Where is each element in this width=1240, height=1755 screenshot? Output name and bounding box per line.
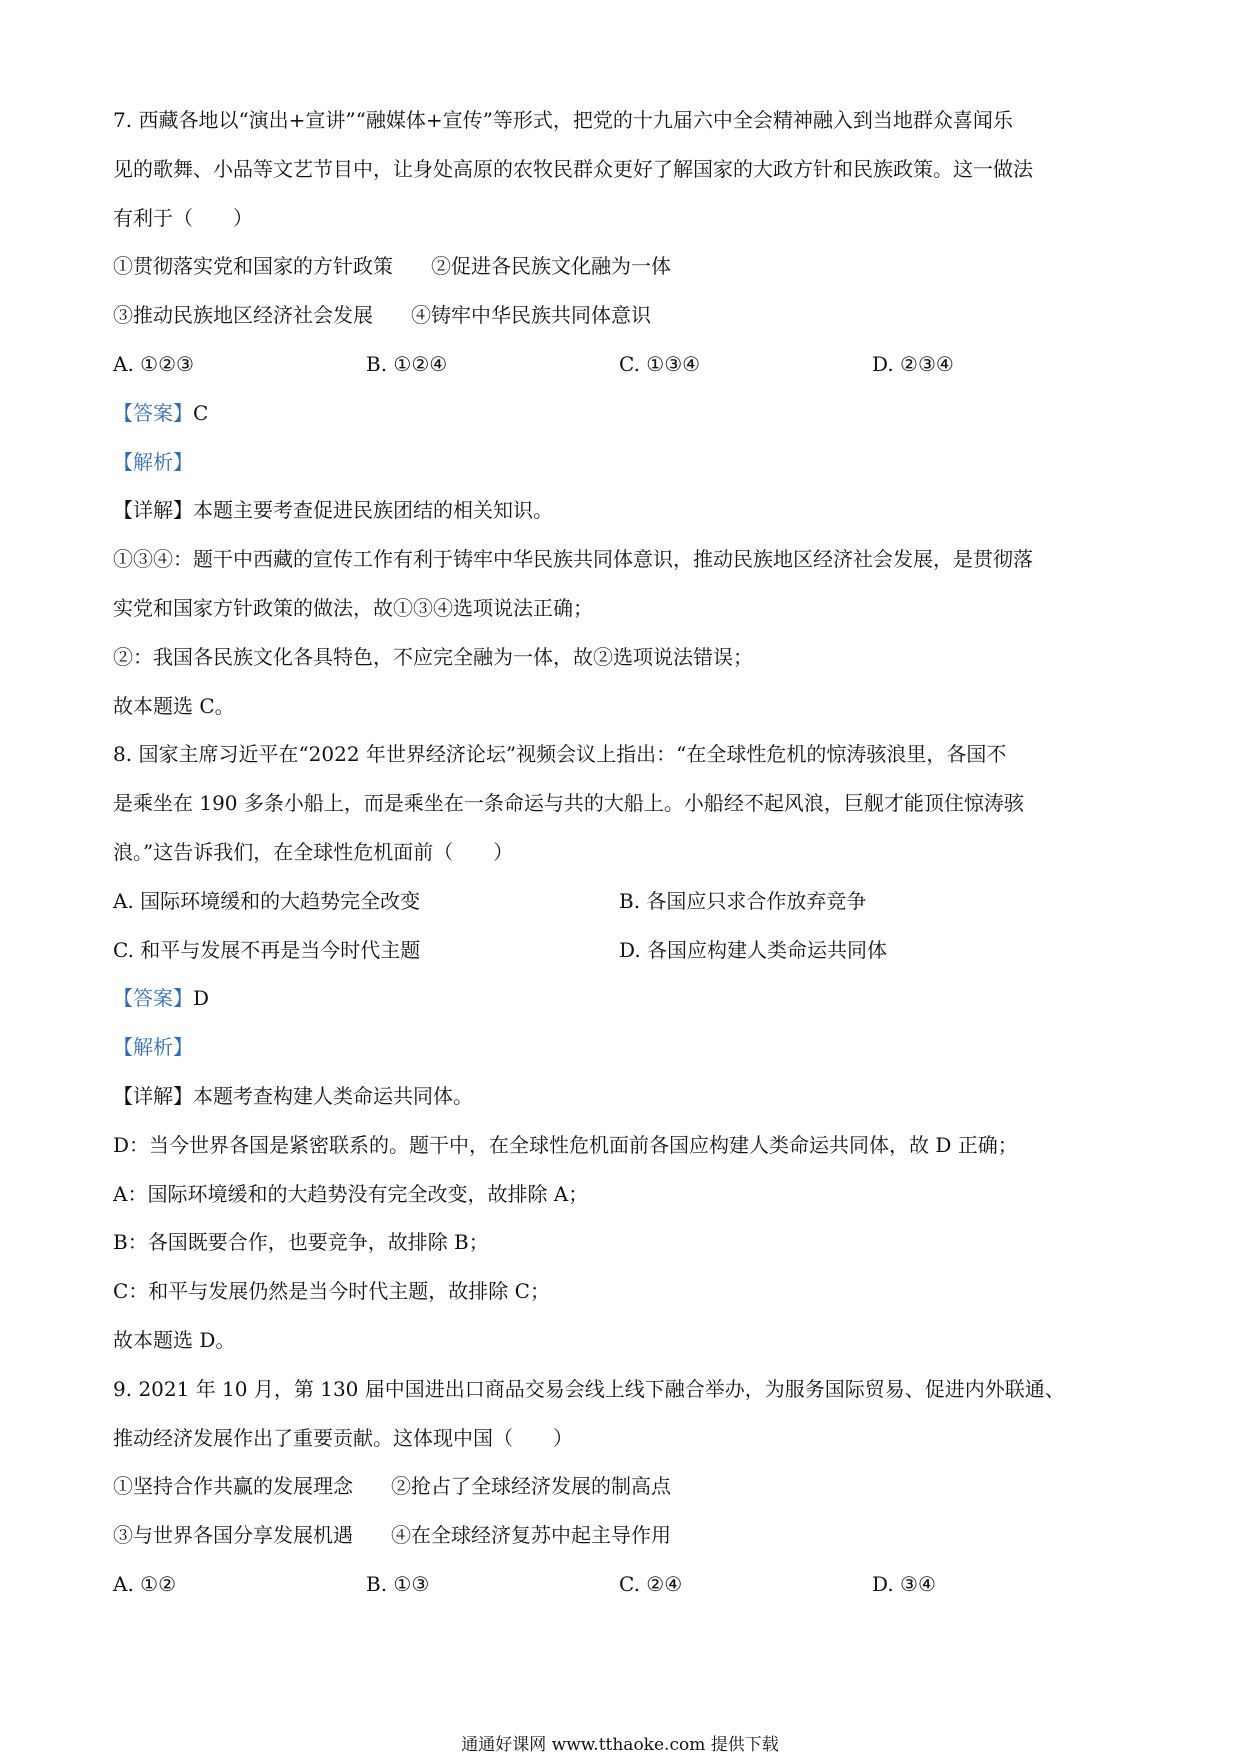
q7-statement-1: ①贯彻落实党和国家的方针政策 xyxy=(113,254,393,279)
q8-detail-line-5: C：和平与发展仍然是当今时代主题，故排除 C； xyxy=(113,1279,550,1304)
q8-detail-line-2: D：当今世界各国是紧密联系的。题干中，在全球性危机面前各国应构建人类命运共同体，故 D 正确； xyxy=(113,1132,1018,1157)
q8-option-c: C. 和平与发展不再是当今时代主题 xyxy=(113,937,421,962)
q8-option-d: D. 各国应构建人类命运共同体 xyxy=(619,937,888,962)
q9-statements-row-2 xyxy=(113,1511,1133,1560)
q8-stem-line-3: 浪。”这告诉我们，在全球性危机面前（ ） xyxy=(113,839,514,864)
q7-stem-line-1: 7. 西藏各地以“演出+宣讲”“融媒体+宣传”等形式，把党的十九届六中全会精神融入到当地群众喜闻乐 xyxy=(113,108,1013,132)
q8-stem-line-1: 8. 国家主席习近平在“2022 年世界经济论坛”视频会议上指出：“在全球性危机的惊涛骇浪里，各国不 xyxy=(113,742,1007,767)
q7-detail-line-4: ②：我国各民族文化各具特色，不应完全融为一体，故②选项说法错误； xyxy=(113,644,753,669)
q7-stem-line-3: 有利于（ ） xyxy=(113,205,253,230)
page-footer: 通通好课网 www.tthaoke.com 提供下载 xyxy=(461,1735,779,1755)
q7-options xyxy=(113,340,1133,389)
q7-statement-4: ④铸牢中华民族共同体意识 xyxy=(411,303,651,328)
q8-answer-value: D xyxy=(193,986,210,1011)
q7-detail-line-5: 故本题选 C。 xyxy=(113,693,235,718)
q8-detail-line-1: 【详解】本题考查构建人类命运共同体。 xyxy=(113,1083,473,1108)
q8-options-row-1 xyxy=(113,877,1133,926)
q8-detail-line-6: 故本题选 D。 xyxy=(113,1327,236,1352)
q7-analysis-label: 【解析】 xyxy=(113,449,193,474)
q8-options-row-2 xyxy=(113,926,1133,975)
q7-answer-value: C xyxy=(193,400,209,425)
q9-statements-row-1 xyxy=(113,1462,1133,1511)
q7-statements-row-2 xyxy=(113,291,1133,340)
q8-analysis-label: 【解析】 xyxy=(113,1035,193,1060)
q9-option-d: D. ③④ xyxy=(872,1571,936,1596)
q9-statement-2: ②抢占了全球经济发展的制高点 xyxy=(391,1474,671,1499)
q7-option-c: C. ①③④ xyxy=(619,351,701,376)
document-page xyxy=(113,96,1133,1609)
q7-statements-row-1 xyxy=(113,242,1133,291)
q8-option-b: B. 各国应只求合作放弃竞争 xyxy=(619,888,867,913)
q9-stem-line-2: 推动经济发展作出了重要贡献。这体现中国（ ） xyxy=(113,1425,573,1450)
q7-detail-line-1: 【详解】本题主要考查促进民族团结的相关知识。 xyxy=(113,498,553,523)
q7-stem-line-2: 见的歌舞、小品等文艺节目中，让身处高原的农牧民群众更好了解国家的大政方针和民族政策。这一做法 xyxy=(113,156,1033,181)
q7-option-b: B. ①②④ xyxy=(366,351,448,376)
q8-detail-line-4: B：各国既要合作，也要竞争，故排除 B； xyxy=(113,1230,489,1255)
q7-answer xyxy=(113,389,1133,438)
q7-detail-line-2: ①③④：题干中西藏的宣传工作有利于铸牢中华民族共同体意识，推动民族地区经济社会发展，是贯彻落 xyxy=(113,547,1033,572)
q7-option-a: A. ①②③ xyxy=(113,351,194,376)
q7-statement-3: ③推动民族地区经济社会发展 xyxy=(113,303,373,328)
q8-detail-line-3: A：国际环境缓和的大趋势没有完全改变，故排除 A； xyxy=(113,1181,589,1206)
q9-statement-1: ①坚持合作共赢的发展理念 xyxy=(113,1474,353,1499)
q9-stem-line-1: 9. 2021 年 10 月，第 130 届中国进出口商品交易会线上线下融合举办，为服务国际贸易、促进内外联通、 xyxy=(113,1376,1065,1401)
q8-option-a: A. 国际环境缓和的大趋势完全改变 xyxy=(113,888,421,913)
q7-statement-2: ②促进各民族文化融为一体 xyxy=(431,254,671,279)
q9-option-b: B. ①③ xyxy=(366,1571,430,1596)
q8-answer-label: 【答案】 xyxy=(113,986,193,1011)
q7-option-d: D. ②③④ xyxy=(872,351,954,376)
q9-option-c: C. ②④ xyxy=(619,1571,683,1596)
q9-option-a: A. ①② xyxy=(113,1571,177,1596)
q8-stem-line-2: 是乘坐在 190 多条小船上，而是乘坐在一条命运与共的大船上。小船经不起风浪，巨舰才能顶住惊涛骇 xyxy=(113,791,1024,816)
q9-options xyxy=(113,1560,1133,1609)
q9-statement-4: ④在全球经济复苏中起主导作用 xyxy=(391,1523,671,1548)
q9-statement-3: ③与世界各国分享发展机遇 xyxy=(113,1523,353,1548)
q7-answer-label: 【答案】 xyxy=(113,400,193,425)
q8-answer xyxy=(113,974,1133,1023)
q7-detail-line-3: 实党和国家方针政策的做法，故①③④选项说法正确； xyxy=(113,595,593,620)
